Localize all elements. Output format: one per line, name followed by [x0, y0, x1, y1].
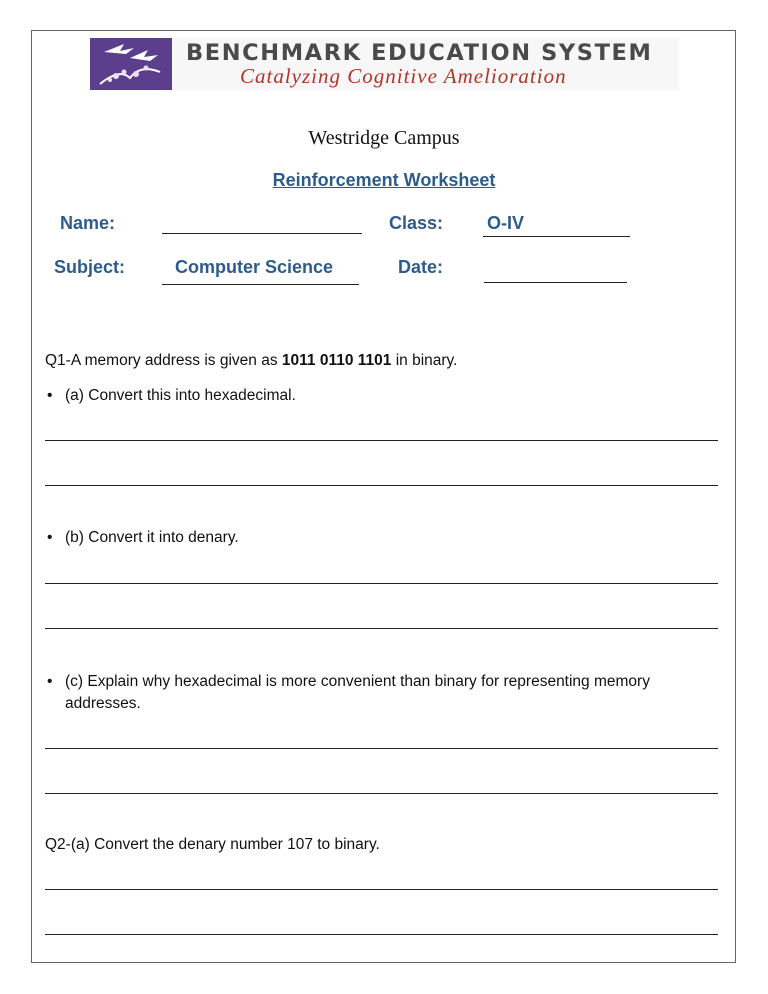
class-field-line — [483, 236, 630, 237]
brand-name: BENCHMARK EDUCATION SYSTEM — [186, 40, 653, 66]
worksheet-title: Reinforcement Worksheet — [272, 170, 496, 190]
class-value: O-IV — [487, 213, 525, 233]
answer-line[interactable] — [45, 889, 718, 890]
answer-line[interactable] — [45, 748, 718, 749]
subject-value: Computer Science — [175, 257, 334, 277]
bullet-icon: • — [47, 529, 53, 546]
answer-line[interactable] — [45, 628, 718, 629]
answer-line[interactable] — [45, 583, 718, 584]
name-field-line[interactable] — [162, 233, 362, 234]
question-1b: • (b) Convert it into denary. — [47, 529, 239, 546]
answer-line[interactable] — [45, 440, 718, 441]
campus-name: Westridge Campus — [308, 127, 460, 149]
subject-field-line — [162, 284, 359, 285]
subject-label: Subject: — [54, 257, 126, 277]
question-1a: • (a) Convert this into hexadecimal. — [47, 387, 296, 404]
answer-line[interactable] — [45, 793, 718, 794]
answer-line[interactable] — [45, 934, 718, 935]
question-1c: • (c) Explain why hexadecimal is more convenient than binary for representing memory addresses. — [47, 673, 650, 712]
school-logo-icon — [90, 38, 172, 90]
name-label: Name: — [60, 213, 116, 233]
brand-tagline: Catalyzing Cognitive Amelioration — [240, 64, 567, 88]
date-label: Date: — [398, 257, 444, 277]
question-2a: Q2-(a) Convert the denary number 107 to binary. — [45, 836, 380, 853]
question-1: Q1-A memory address is given as 1011 0110 1101 in binary. — [45, 352, 458, 369]
class-label: Class: — [389, 213, 444, 233]
binary-value: 1011 0110 1101 — [281, 352, 392, 369]
header-banner — [90, 38, 678, 90]
answer-line[interactable] — [45, 485, 718, 486]
bullet-icon: • — [47, 673, 53, 690]
bullet-icon: • — [47, 387, 53, 404]
date-field-line[interactable] — [484, 282, 627, 283]
